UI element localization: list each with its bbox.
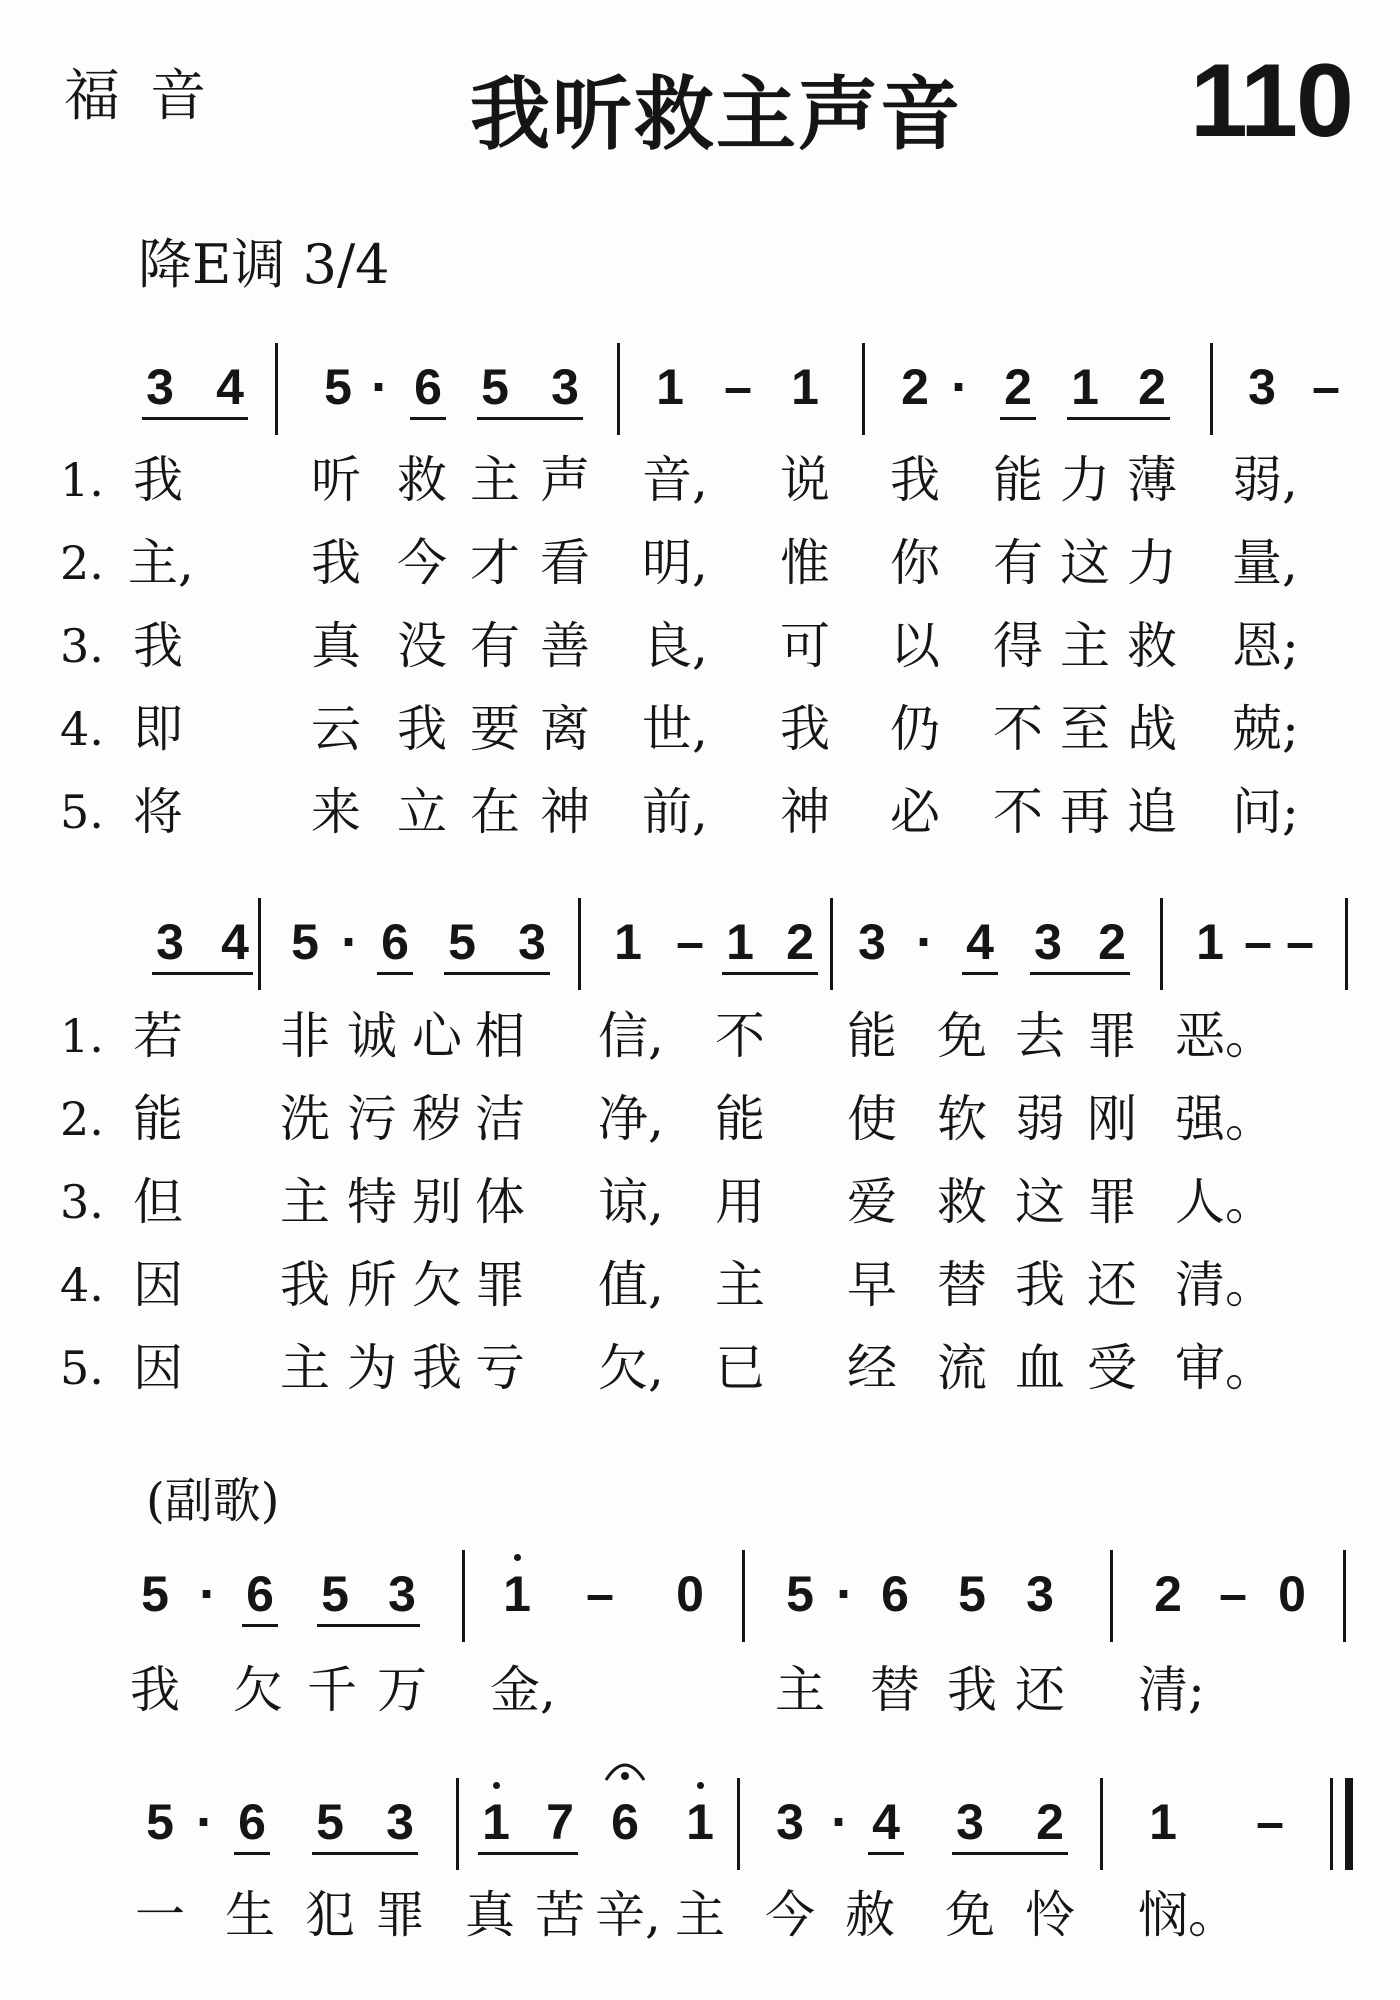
- verse-number: 5.: [60, 1341, 104, 1395]
- lyric-char: 来: [311, 783, 361, 841]
- lyric-char: 要: [470, 700, 520, 758]
- note: 5: [141, 1566, 169, 1622]
- lyric-char: 怜: [1025, 1886, 1075, 1944]
- lyric-char: 世,: [642, 700, 708, 758]
- lyric-char: 主: [715, 1256, 765, 1314]
- note: 3: [1248, 359, 1276, 415]
- lyric-char: 欠,: [598, 1339, 664, 1397]
- lyric-char: 特: [347, 1173, 397, 1231]
- lyric-char: 没: [397, 617, 447, 675]
- barline: [830, 898, 833, 990]
- lyric-char: 云: [311, 700, 361, 758]
- note-underline: [962, 972, 998, 975]
- verse-number: 3.: [60, 1175, 104, 1229]
- note-underline: [142, 417, 248, 420]
- note-underline: [477, 417, 583, 420]
- lyric-char: 离: [540, 700, 590, 758]
- note: –: [724, 359, 752, 415]
- lyric-char: 我: [412, 1339, 462, 1397]
- lyric-char: 善: [540, 617, 590, 675]
- note-underline: [234, 1852, 270, 1855]
- lyric-char: 万: [377, 1661, 427, 1719]
- note: –: [1256, 1794, 1284, 1850]
- lyric-char: 若: [133, 1007, 183, 1065]
- lyric-char: 清。: [1175, 1256, 1275, 1314]
- barline: [1160, 898, 1163, 990]
- lyric-char: 污: [347, 1090, 397, 1148]
- lyric-char: 恶。: [1175, 1007, 1275, 1065]
- note: 5: [321, 1566, 349, 1622]
- lyric-char: 至: [1060, 700, 1110, 758]
- note: 2: [1154, 1566, 1182, 1622]
- lyric-char: 明,: [642, 534, 708, 592]
- lyric-char: 强。: [1175, 1090, 1275, 1148]
- note: 3: [1034, 914, 1062, 970]
- lyric-line: [0, 450, 1400, 510]
- verse-number: 1.: [60, 1009, 104, 1063]
- lyric-char: 心: [412, 1007, 462, 1065]
- lyric-char: 净,: [598, 1090, 664, 1148]
- lyric-char: 洗: [280, 1090, 330, 1148]
- lyric-line: [0, 1172, 1400, 1232]
- lyric-char: 爱: [847, 1173, 897, 1231]
- lyric-char: 洁: [475, 1090, 525, 1148]
- hymn-title: 我听救主声音: [470, 68, 962, 161]
- note: 3: [156, 914, 184, 970]
- note-underline: [410, 417, 446, 420]
- lyric-char: 追: [1127, 783, 1177, 841]
- lyric-char: 赦: [845, 1886, 895, 1944]
- note: 1: [1071, 359, 1099, 415]
- note-underline: [1067, 417, 1170, 420]
- lyric-char: 神: [540, 783, 590, 841]
- barline: [578, 898, 581, 990]
- lyric-char: 得: [993, 617, 1043, 675]
- lyric-char: 量,: [1232, 534, 1298, 592]
- lyric-char: 这: [1015, 1173, 1065, 1231]
- note: 5: [324, 359, 352, 415]
- lyric-char: 今: [397, 534, 447, 592]
- note: 4: [872, 1794, 900, 1850]
- note-underline: [1000, 417, 1036, 420]
- lyric-char: 人。: [1175, 1173, 1275, 1231]
- lyric-char: 免: [937, 1007, 987, 1065]
- note: 2: [1138, 359, 1166, 415]
- barline: [275, 343, 278, 435]
- note: 3: [146, 359, 174, 415]
- lyric-char: 能: [993, 451, 1043, 509]
- verse-number: 4.: [60, 1258, 104, 1312]
- lyric-char: 刚: [1087, 1090, 1137, 1148]
- note: 0: [1278, 1566, 1306, 1622]
- lyric-char: 再: [1060, 783, 1110, 841]
- lyric-char: 受: [1087, 1339, 1137, 1397]
- lyric-char: 前,: [642, 783, 708, 841]
- note: 3: [858, 914, 886, 970]
- lyric-char: 血: [1015, 1339, 1065, 1397]
- lyric-line: [0, 1006, 1400, 1066]
- lyric-char: 我: [130, 1661, 180, 1719]
- note: ·: [196, 1792, 214, 1852]
- lyric-char: 弱,: [1232, 451, 1298, 509]
- lyric-char: 主: [775, 1661, 825, 1719]
- lyric-char: 但: [133, 1173, 183, 1231]
- lyric-char: 才: [470, 534, 520, 592]
- note: –: [1312, 359, 1340, 415]
- lyric-char: 亏: [475, 1339, 525, 1397]
- lyric-char: 我: [947, 1661, 997, 1719]
- lyric-char: 主,: [128, 534, 194, 592]
- note-underline: [722, 972, 818, 975]
- lyric-char: 战: [1127, 700, 1177, 758]
- lyric-char: 软: [937, 1090, 987, 1148]
- lyric-char: 良,: [642, 617, 708, 675]
- lyric-char: 恩;: [1232, 617, 1299, 675]
- note: 3: [776, 1794, 804, 1850]
- lyric-char: 罪: [375, 1886, 425, 1944]
- high-octave-dot: [493, 1782, 500, 1789]
- lyric-char: 声: [540, 451, 590, 509]
- barline: [1345, 1778, 1353, 1870]
- note-underline: [868, 1852, 904, 1855]
- note: 3: [551, 359, 579, 415]
- lyric-char: 相: [475, 1007, 525, 1065]
- note: 6: [238, 1794, 266, 1850]
- barline: [617, 343, 620, 435]
- lyric-char: 我: [890, 451, 940, 509]
- lyric-char: 惟: [780, 534, 830, 592]
- lyric-char: 谅,: [598, 1173, 664, 1231]
- lyric-char: 主: [1060, 617, 1110, 675]
- lyric-char: 即: [133, 700, 183, 758]
- lyric-char: 罪: [475, 1256, 525, 1314]
- lyric-char: 流: [937, 1339, 987, 1397]
- lyric-char: 不: [993, 700, 1043, 758]
- lyric-char: 你: [890, 534, 940, 592]
- hymn-number: 110: [1190, 43, 1352, 159]
- note: ·: [916, 912, 934, 972]
- lyric-char: 听: [311, 451, 361, 509]
- verse-number: 2.: [60, 1092, 104, 1146]
- note: 7: [546, 1794, 574, 1850]
- verse-number: 4.: [60, 702, 104, 756]
- lyric-char: 我: [133, 451, 183, 509]
- barline: [1210, 343, 1213, 435]
- lyric-char: 音,: [642, 451, 708, 509]
- note: ·: [951, 357, 969, 417]
- note: 3: [1026, 1566, 1054, 1622]
- lyric-char: 薄: [1127, 451, 1177, 509]
- verse-number: 5.: [60, 785, 104, 839]
- lyric-char: 真: [311, 617, 361, 675]
- lyric-char: 千: [307, 1661, 357, 1719]
- lyric-char: 用: [715, 1173, 765, 1231]
- verse-number: 2.: [60, 536, 104, 590]
- note: 1: [686, 1794, 714, 1850]
- note-underline: [312, 1852, 418, 1855]
- note: ·: [371, 357, 389, 417]
- lyric-line: [0, 616, 1400, 676]
- barline: [1110, 1550, 1113, 1642]
- note: 6: [381, 914, 409, 970]
- lyric-char: 能: [847, 1007, 897, 1065]
- note-underline: [317, 1624, 420, 1627]
- note: 1: [726, 914, 754, 970]
- lyric-char: 苦: [535, 1886, 585, 1944]
- note: 4: [221, 914, 249, 970]
- lyric-char: 我: [1015, 1256, 1065, 1314]
- lyric-char: 犯: [305, 1886, 355, 1944]
- note: –: [1244, 914, 1272, 970]
- note: 3: [518, 914, 546, 970]
- lyric-char: 非: [280, 1007, 330, 1065]
- lyric-char: 主: [280, 1339, 330, 1397]
- note: 6: [611, 1794, 639, 1850]
- lyric-char: 经: [847, 1339, 897, 1397]
- lyric-char: 神: [780, 783, 830, 841]
- note: 6: [246, 1566, 274, 1622]
- verse-number: 3.: [60, 619, 104, 673]
- lyric-char: 这: [1060, 534, 1110, 592]
- note: 1: [1196, 914, 1224, 970]
- lyric-char: 替: [870, 1661, 920, 1719]
- lyric-char: 一: [135, 1886, 185, 1944]
- lyric-char: 说: [780, 451, 830, 509]
- lyric-char: 能: [133, 1090, 183, 1148]
- lyric-char: 欠: [412, 1256, 462, 1314]
- barline: [737, 1778, 740, 1870]
- lyric-char: 有: [470, 617, 520, 675]
- note: 5: [146, 1794, 174, 1850]
- lyric-char: 体: [475, 1173, 525, 1231]
- note: 2: [1004, 359, 1032, 415]
- barline: [1343, 1550, 1346, 1642]
- note: 2: [901, 359, 929, 415]
- lyric-char: 审。: [1175, 1339, 1275, 1397]
- lyric-char: 力: [1127, 534, 1177, 592]
- lyric-char: 清;: [1138, 1661, 1205, 1719]
- note: 1: [1149, 1794, 1177, 1850]
- lyric-char: 还: [1087, 1256, 1137, 1314]
- lyric-char: 兢;: [1232, 700, 1299, 758]
- lyric-char: 早: [847, 1256, 897, 1314]
- barline: [462, 1550, 465, 1642]
- lyric-char: 以: [890, 617, 940, 675]
- lyric-char: 可: [780, 617, 830, 675]
- note: ·: [836, 1564, 854, 1624]
- lyric-line: [0, 1089, 1400, 1149]
- note: 5: [786, 1566, 814, 1622]
- note: 1: [614, 914, 642, 970]
- note: 0: [676, 1566, 704, 1622]
- lyric-char: 不: [715, 1007, 765, 1065]
- lyric-char: 我: [397, 700, 447, 758]
- barline: [742, 1550, 745, 1642]
- barline: [1100, 1778, 1103, 1870]
- lyric-char: 我: [133, 617, 183, 675]
- note-underline: [1030, 972, 1130, 975]
- note: 2: [1036, 1794, 1064, 1850]
- lyric-line: [0, 782, 1400, 842]
- barline: [258, 898, 261, 990]
- lyric-line: [0, 533, 1400, 593]
- note-underline: [444, 972, 550, 975]
- lyric-char: 能: [715, 1090, 765, 1148]
- lyric-char: 立: [397, 783, 447, 841]
- lyric-char: 免: [945, 1886, 995, 1944]
- note: 3: [386, 1794, 414, 1850]
- note: ·: [341, 912, 359, 972]
- note-underline: [152, 972, 253, 975]
- barline-double: [1330, 1778, 1333, 1870]
- lyric-char: 为: [347, 1339, 397, 1397]
- note: 5: [316, 1794, 344, 1850]
- lyric-char: 辛,: [595, 1886, 661, 1944]
- barline: [862, 343, 865, 435]
- barline: [1345, 898, 1348, 990]
- note: 2: [786, 914, 814, 970]
- lyric-char: 在: [470, 783, 520, 841]
- note: 1: [482, 1794, 510, 1850]
- lyric-char: 不: [993, 783, 1043, 841]
- note: –: [1286, 914, 1314, 970]
- note: 6: [881, 1566, 909, 1622]
- lyric-char: 罪: [1087, 1007, 1137, 1065]
- lyric-char: 去: [1015, 1007, 1065, 1065]
- note-underline: [377, 972, 413, 975]
- note: 4: [966, 914, 994, 970]
- note: 5: [958, 1566, 986, 1622]
- lyric-char: 主: [470, 451, 520, 509]
- note: 5: [481, 359, 509, 415]
- lyric-char: 今: [765, 1886, 815, 1944]
- lyric-char: 悯。: [1138, 1886, 1238, 1944]
- note-underline: [242, 1624, 278, 1627]
- lyric-char: 弱: [1015, 1090, 1065, 1148]
- key-signature: 降E调 3/4: [138, 233, 390, 296]
- note: 4: [216, 359, 244, 415]
- lyric-char: 欠: [233, 1661, 283, 1719]
- lyric-line: [0, 1660, 1400, 1720]
- lyric-char: 真: [465, 1886, 515, 1944]
- lyric-char: 主: [280, 1173, 330, 1231]
- note: –: [586, 1566, 614, 1622]
- high-octave-dot: [697, 1782, 704, 1789]
- note: –: [1219, 1566, 1247, 1622]
- lyric-char: 别: [412, 1173, 462, 1231]
- note: –: [676, 914, 704, 970]
- lyric-char: 已: [715, 1339, 765, 1397]
- lyric-line: [0, 1885, 1400, 1945]
- note-underline: [478, 1852, 578, 1855]
- note: 1: [503, 1566, 531, 1622]
- fermata-icon: [600, 1754, 650, 1784]
- lyric-char: 值,: [598, 1256, 664, 1314]
- lyric-char: 秽: [412, 1090, 462, 1148]
- note-underline: [952, 1852, 1068, 1855]
- lyric-char: 有: [993, 534, 1043, 592]
- lyric-char: 使: [847, 1090, 897, 1148]
- note: ·: [831, 1792, 849, 1852]
- barline: [456, 1778, 459, 1870]
- lyric-char: 看: [540, 534, 590, 592]
- lyric-char: 我: [280, 1256, 330, 1314]
- lyric-char: 罪: [1087, 1173, 1137, 1231]
- lyric-char: 诚: [347, 1007, 397, 1065]
- note: 5: [291, 914, 319, 970]
- note: ·: [199, 1564, 217, 1624]
- lyric-char: 替: [937, 1256, 987, 1314]
- lyric-char: 所: [347, 1256, 397, 1314]
- lyric-char: 因: [133, 1256, 183, 1314]
- note: 2: [1098, 914, 1126, 970]
- note: 1: [656, 359, 684, 415]
- lyric-char: 救: [1127, 617, 1177, 675]
- lyric-char: 问;: [1232, 783, 1299, 841]
- lyric-char: 信,: [598, 1007, 664, 1065]
- lyric-char: 我: [780, 700, 830, 758]
- lyric-char: 仍: [890, 700, 940, 758]
- note: 5: [448, 914, 476, 970]
- lyric-char: 因: [133, 1339, 183, 1397]
- lyric-char: 生: [225, 1886, 275, 1944]
- chorus-label: (副歌): [146, 1473, 280, 1529]
- note: 1: [791, 359, 819, 415]
- lyric-line: [0, 1338, 1400, 1398]
- lyric-char: 救: [397, 451, 447, 509]
- high-octave-dot: [514, 1554, 521, 1561]
- category-label: 福音: [64, 64, 236, 129]
- note: 3: [956, 1794, 984, 1850]
- lyric-char: 救: [937, 1173, 987, 1231]
- lyric-char: 金,: [490, 1661, 556, 1719]
- verse-number: 1.: [60, 453, 104, 507]
- lyric-char: 将: [133, 783, 183, 841]
- note: 6: [414, 359, 442, 415]
- lyric-char: 必: [890, 783, 940, 841]
- lyric-char: 力: [1060, 451, 1110, 509]
- lyric-char: 还: [1015, 1661, 1065, 1719]
- lyric-char: 主: [675, 1886, 725, 1944]
- lyric-char: 我: [311, 534, 361, 592]
- lyric-line: [0, 699, 1400, 759]
- note: 3: [388, 1566, 416, 1622]
- lyric-line: [0, 1255, 1400, 1315]
